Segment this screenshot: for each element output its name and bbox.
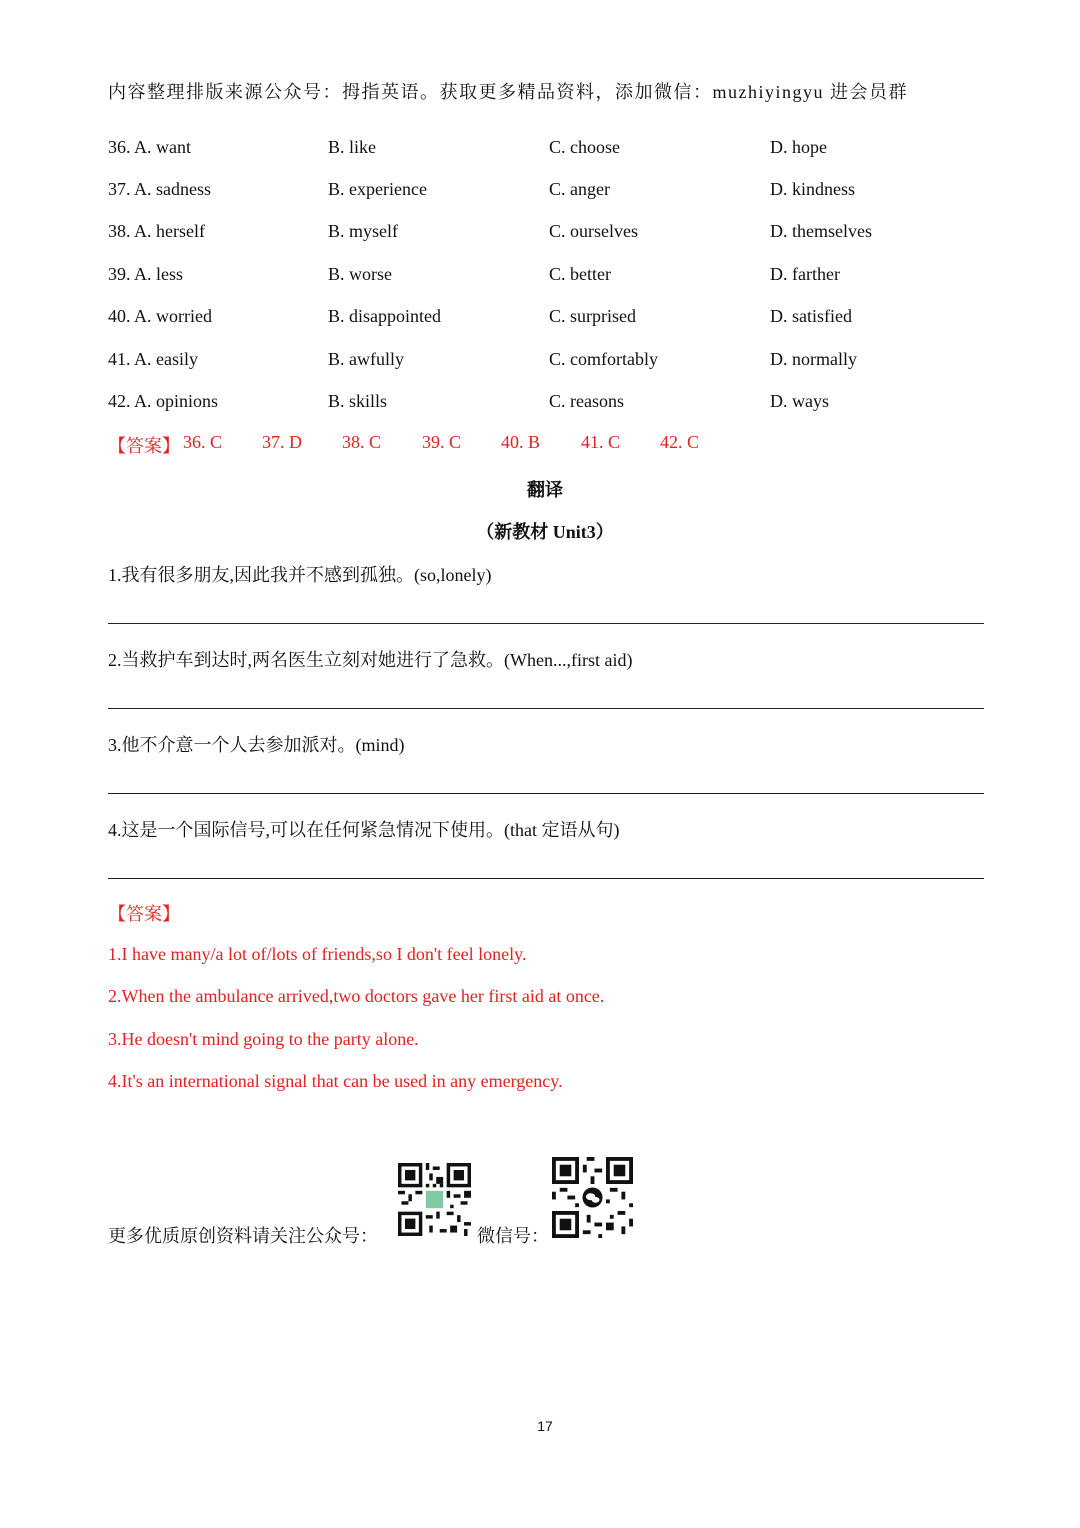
answer-key-item: 41. C xyxy=(581,432,621,452)
option-c: C. ourselves xyxy=(549,221,638,241)
option-a: 38. A. herself xyxy=(108,221,205,241)
option-b: B. disappointed xyxy=(328,306,441,326)
translation-prompt-4: 4.这是一个国际信号,可以在任何紧急情况下使用。(that 定语从句) xyxy=(108,820,620,840)
translation-answer-4: 4.It's an international signal that can be used in any emergency. xyxy=(108,1071,563,1091)
answer-key-label: 【答案】 xyxy=(108,436,180,456)
wechat-label: 微信号： xyxy=(477,1226,549,1246)
option-d: D. ways xyxy=(770,391,829,411)
translation-answer-1: 1.I have many/a lot of/lots of friends,so I don't feel lonely. xyxy=(108,944,527,964)
answer-key-item: 38. C xyxy=(342,432,382,452)
answer-key-item: 42. C xyxy=(660,432,700,452)
answer-blank-line xyxy=(108,623,984,624)
question-row-36 xyxy=(108,137,988,163)
question-row-37 xyxy=(108,179,988,205)
option-c: C. comfortably xyxy=(549,349,658,369)
option-c: C. better xyxy=(549,264,611,284)
option-c: C. surprised xyxy=(549,306,636,326)
answer-key-item: 37. D xyxy=(262,432,302,452)
footer-text: 更多优质原创资料请关注公众号： xyxy=(108,1226,378,1246)
option-b: B. experience xyxy=(328,179,427,199)
answers-label: 【答案】 xyxy=(108,904,180,924)
option-d: D. farther xyxy=(770,264,840,284)
section-subtitle: （新教材 Unit3） xyxy=(476,522,614,542)
answer-key-item: 36. C xyxy=(183,432,223,452)
answer-blank-line xyxy=(108,878,984,879)
translation-prompt-1: 1.我有很多朋友,因此我并不感到孤独。(so,lonely) xyxy=(108,565,492,585)
option-a: 40. A. worried xyxy=(108,306,212,326)
option-c: C. choose xyxy=(549,137,620,157)
option-b: B. myself xyxy=(328,221,398,241)
answer-blank-line xyxy=(108,793,984,794)
question-row-40 xyxy=(108,306,988,332)
section-title: 翻译 xyxy=(527,480,563,500)
option-d: D. satisfied xyxy=(770,306,852,326)
option-a: 36. A. want xyxy=(108,137,192,157)
option-a: 39. A. less xyxy=(108,264,184,284)
option-a: 37. A. sadness xyxy=(108,179,212,199)
translation-answer-3: 3.He doesn't mind going to the party alone. xyxy=(108,1029,419,1049)
translation-answer-2: 2.When the ambulance arrived,two doctors gave her first aid at once. xyxy=(108,986,605,1006)
option-b: B. skills xyxy=(328,391,388,411)
option-b: B. like xyxy=(328,137,376,157)
answer-blank-line xyxy=(108,708,984,709)
page-header: 内容整理排版来源公众号：拇指英语。获取更多精品资料，添加微信：muzhiyingyu 进会员群 xyxy=(108,82,908,102)
option-d: D. hope xyxy=(770,137,827,157)
page-number: 17 xyxy=(537,1418,553,1434)
option-b: B. worse xyxy=(328,264,392,284)
question-row-42 xyxy=(108,391,988,417)
option-a: 42. A. opinions xyxy=(108,391,219,411)
option-b: B. awfully xyxy=(328,349,404,369)
option-d: D. themselves xyxy=(770,221,872,241)
option-a: 41. A. easily xyxy=(108,349,198,369)
question-row-39 xyxy=(108,264,988,290)
question-row-41 xyxy=(108,349,988,375)
translation-prompt-3: 3.他不介意一个人去参加派对。(mind) xyxy=(108,735,405,755)
wechat-qr-code-icon xyxy=(552,1157,633,1238)
answer-key-item: 39. C xyxy=(422,432,462,452)
option-d: D. kindness xyxy=(770,179,855,199)
option-c: C. reasons xyxy=(549,391,624,411)
option-d: D. normally xyxy=(770,349,857,369)
question-row-38 xyxy=(108,221,988,247)
qr-code-icon xyxy=(398,1163,471,1236)
answer-key-item: 40. B xyxy=(501,432,541,452)
option-c: C. anger xyxy=(549,179,610,199)
translation-prompt-2: 2.当救护车到达时,两名医生立刻对她进行了急救。(When...,first aid) xyxy=(108,650,633,670)
